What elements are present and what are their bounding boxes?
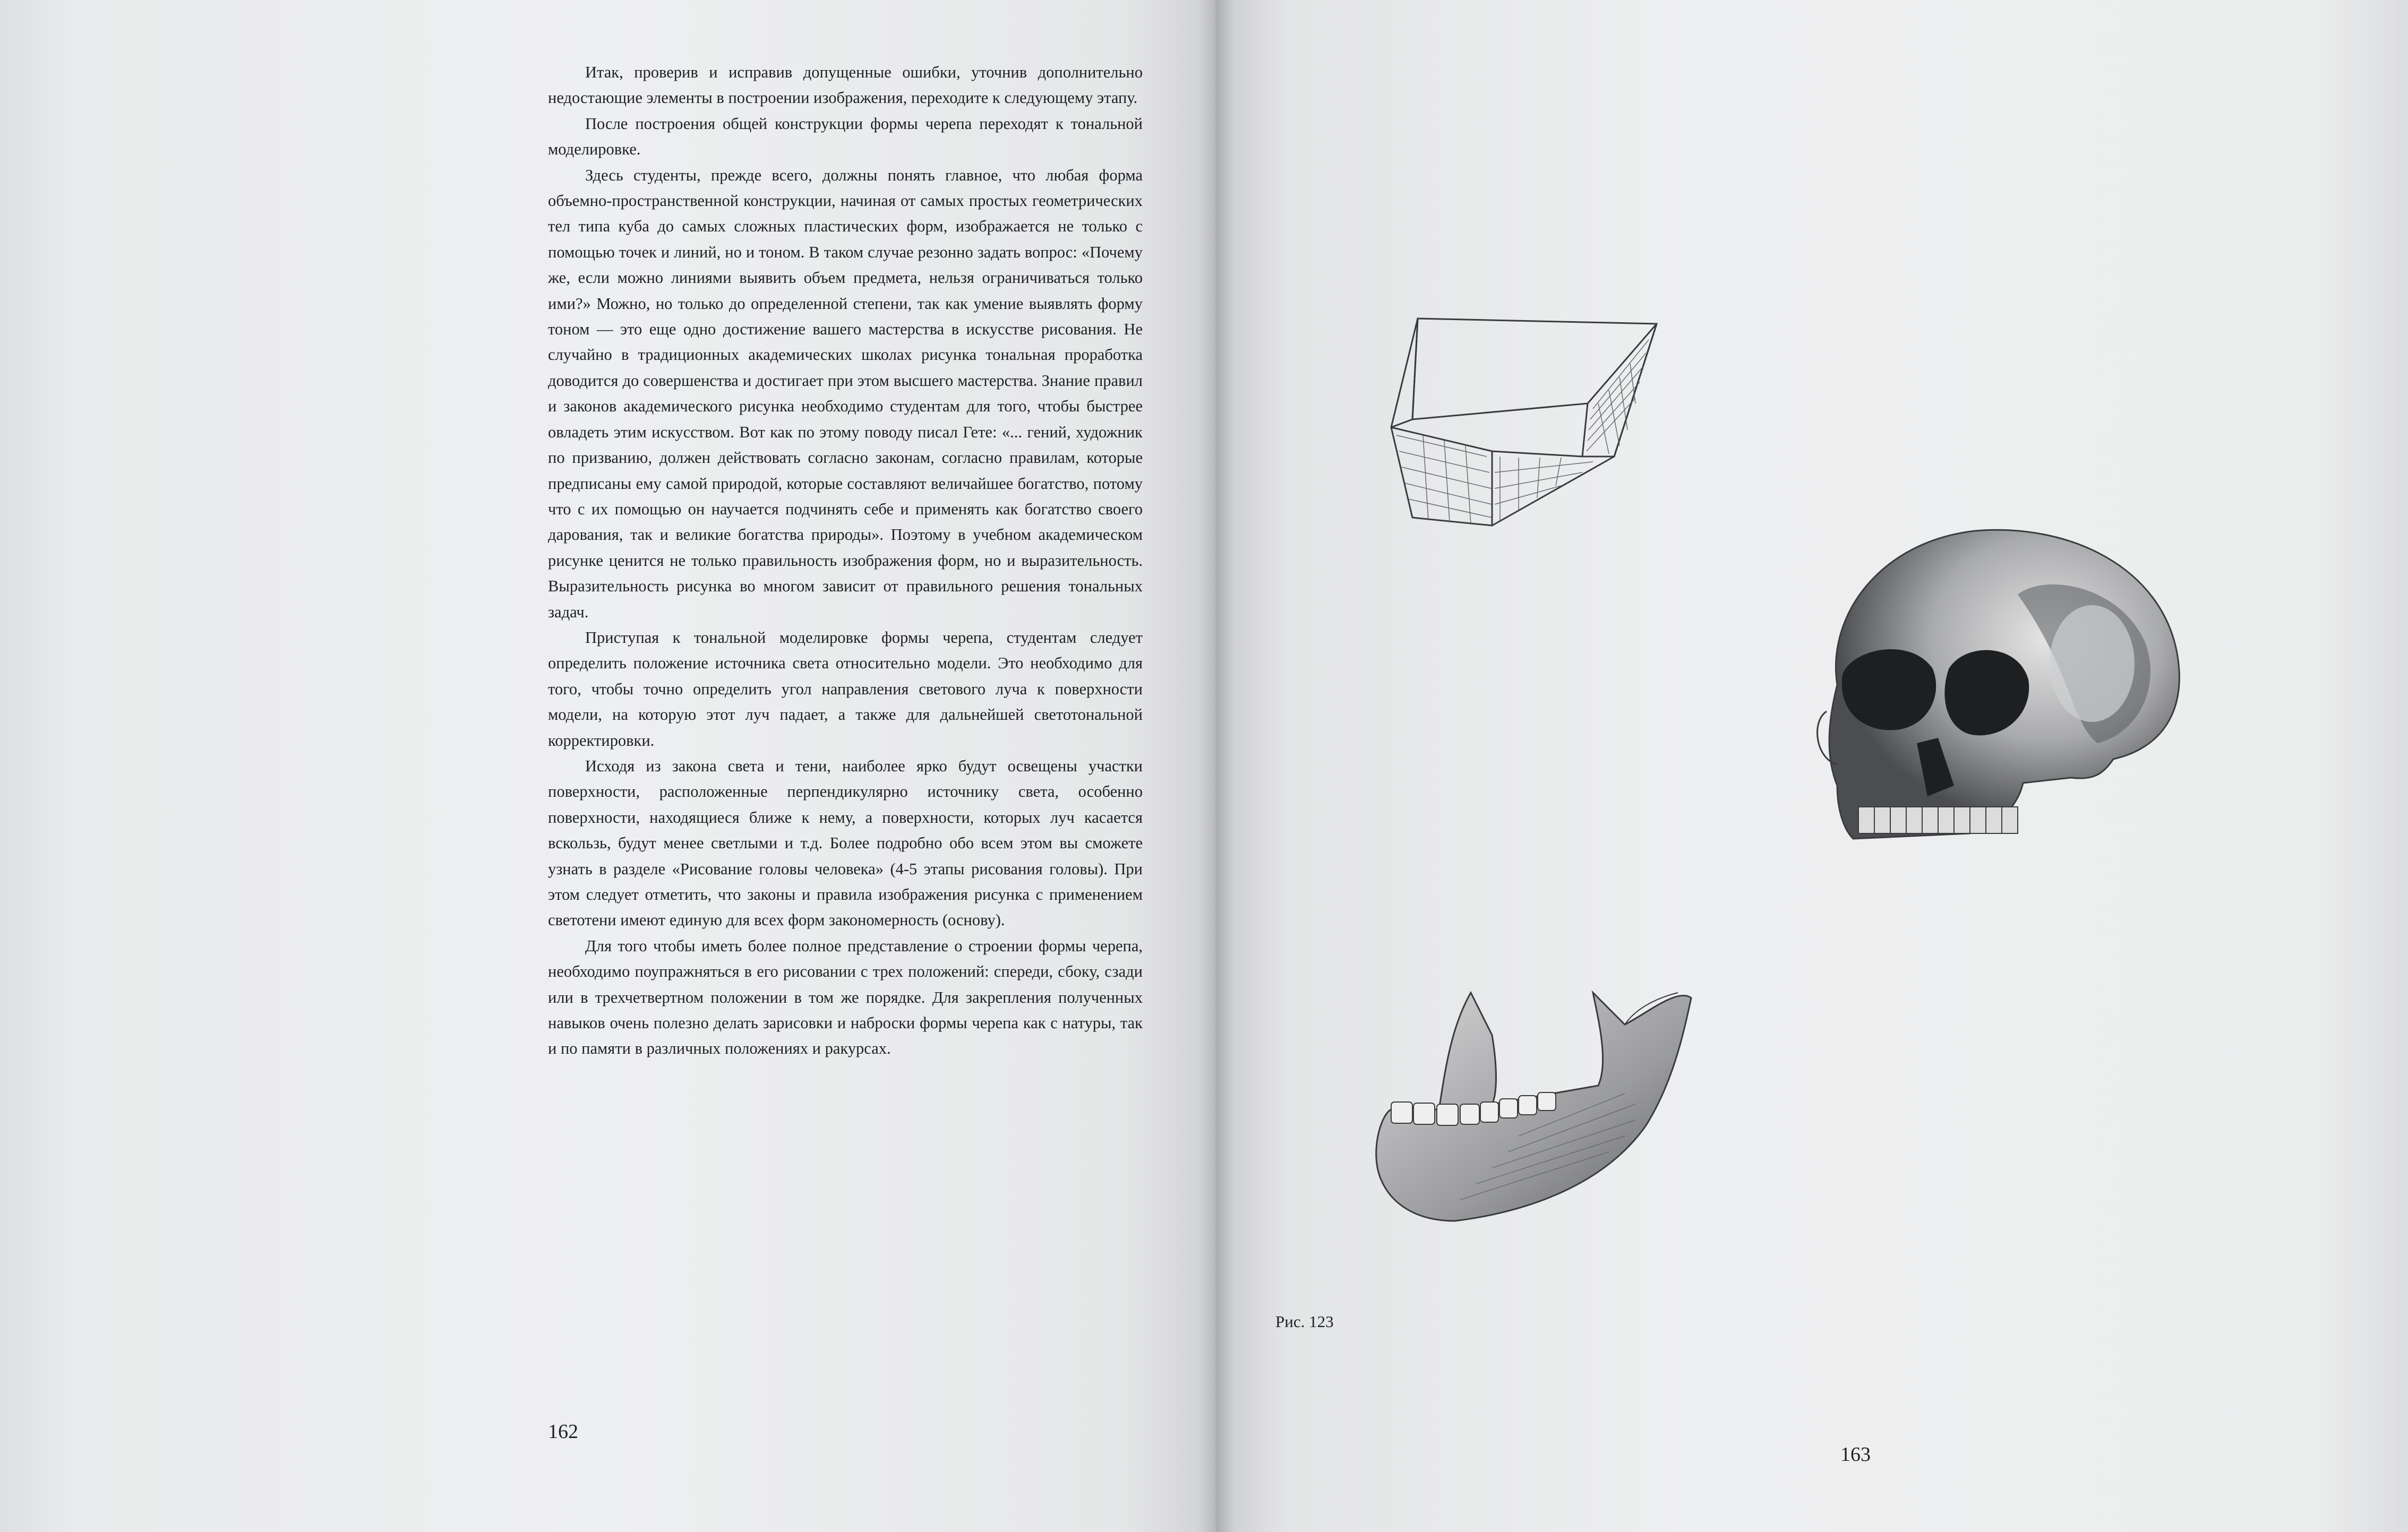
page-number-left: 162 [548,1421,578,1443]
skull-drawing-figure [1795,510,2198,871]
jaw-drawing-figure [1359,977,1720,1232]
cube-sketch-icon [1359,297,1710,531]
paragraph: После построения общей конструкции формы черепа переходят к тональной моделировке. [548,114,1143,159]
paragraph: Приступая к тональной моделировке формы черепа, студентам следует определить положение источника света относительно модели. Это необходимо для того, чтобы точно определить угол направления светового луча к поверхности модели, на которую этот луч падает, а также для дальнейшей светотональной корректировки. [548,628,1143,750]
paragraph: Для того чтобы иметь более полное представление о строении формы черепа, необходимо поупражняться в его рисовании с трех положений: спереди, сбоку, сзади или в трехчетвертном положении в том же порядке. Для закрепления полученных навыков очень полезно делать зарисовки и наброски формы черепа как с натуры, так и по памяти в различных положениях и ракурсах. [548,936,1143,1058]
jaw-icon [1359,977,1720,1232]
body-text [548,59,1143,1062]
figure-caption: Рис. 123 [1275,1312,1334,1331]
cube-sketch-figure [1359,297,1710,531]
page-number-right: 163 [1840,1443,1871,1466]
paragraph: Итак, проверив и исправив допущенные ошибки, уточнив дополнительно недостающие элементы в построении изображения, переходите к следующему этапу. [548,63,1143,107]
skull-icon [1795,510,2198,871]
paragraph: Здесь студенты, прежде всего, должны понять главное, что любая форма объемно-пространственной конструкции, начиная от самых простых геометрических тел типа куба до самых сложных пластических форм, изображается не только с помощью точек и линий, но и тоном. В таком случае резонно задать вопрос: «Почему же, если можно линиями выявить объем предмета, нельзя ограничиваться только ими?» Можно, но только до определенной степени, так как умение выявлять форму тоном — это еще одно достижение вашего мастерства в искусстве рисования. Не случайно в традиционных академических школах рисунка тональная проработка доводится до совершенства и достигает при этом высшего мастерства. Знание правил и законов академического рисунка необходимо студентам для того, чтобы быстрее овладеть этим искусством. Вот как по этому поводу писал Гете: «... гений, художник по призванию, должен действовать согласно законам, согласно правилам, которые предписаны ему самой природой, которые составляют величайшее богатство, потому что с их помощью он научается подчинять себе и применять как богатство своего дарования, так и великие богатства природы». Поэтому в учебном академическом рисунке ценится не только правильность изображения форм, но и выразительность. Выразительность рисунка во многом зависит от правильного решения тональных задач. [548,166,1143,621]
paragraph: Исходя из закона света и тени, наиболее ярко будут освещены участки поверхности, расположенные перпендикулярно источнику света, особенно поверхности, находящиеся ближе к нему, а поверхности, которых луч касается вскользь, будут менее светлыми и т.д. Более подробно обо всем этом вы сможете узнать в разделе «Рисование головы человека» (4-5 этапы рисования головы). При этом следует отметить, что законы и правила изображения рисунка с применением светотени имеют единую для всех форм закономерность (основу). [548,756,1143,929]
book-gutter [1197,0,1235,1532]
